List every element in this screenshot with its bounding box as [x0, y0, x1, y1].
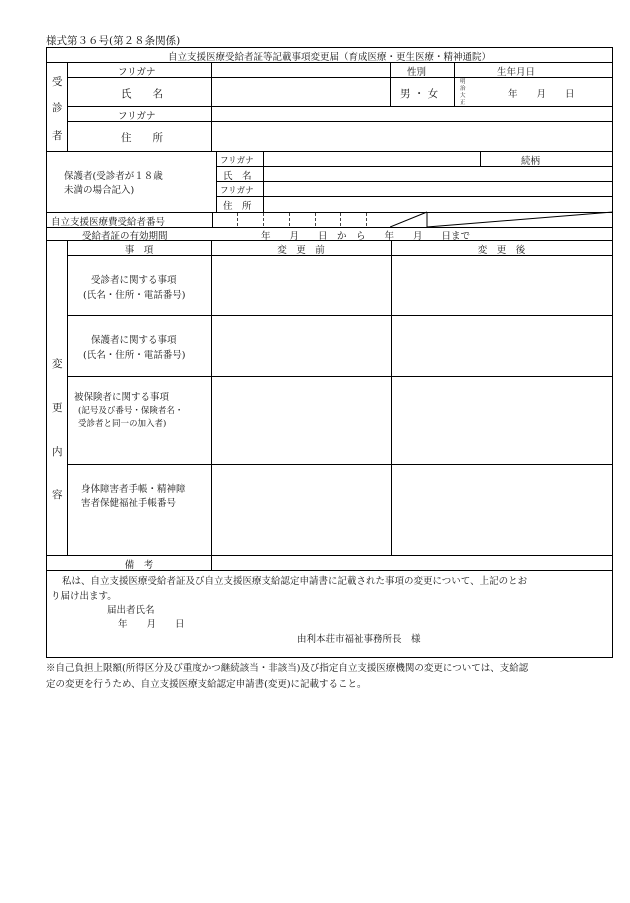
- guardian-furigana-label: フリガナ: [220, 156, 254, 166]
- change-row-2-line-2: (氏名・住所・電話番号): [83, 350, 186, 361]
- change-row-4-line-2: 害者保健福祉手帳番号: [81, 498, 177, 509]
- applicant-name-label: 届出者氏名: [107, 605, 155, 616]
- patient-section-label-2: 診: [52, 102, 63, 114]
- birthdate-format: 年 月 日: [508, 89, 575, 100]
- patient-section-label-1: 受: [52, 76, 63, 88]
- recipient-number-label: 自立支援医療費受給者番号: [51, 217, 166, 228]
- era-label-1: 明: [460, 79, 466, 85]
- validity-value: 年 月 日 か ら 年 月 日まで: [261, 231, 471, 242]
- change-row-3-line-3: 受診者と同一の加入者): [78, 419, 167, 429]
- guardian-label-1: 保護者(受診者が１８歳: [64, 171, 163, 182]
- patient-furigana-label-2: フリガナ: [118, 111, 156, 122]
- footnote-line-1: ※自己負担上限額(所得区分及び重度かつ継続該当・非該当)及び指定自立支援医療機関の変更については、支給認: [46, 663, 529, 674]
- addressee: 由利本荘市福祉事務所長 様: [297, 634, 421, 645]
- change-row-3-line-2: (記号及び番号・保険者名・: [78, 406, 184, 416]
- declaration-line-1: 私は、自立支援医療受給者証及び自立支援医療支給認定申請書に記載された事項の変更について、上記のとお: [62, 576, 528, 587]
- guardian-name-label: 氏 名: [223, 171, 252, 182]
- changes-header-before: 変 更 前: [277, 245, 325, 256]
- guardian-label-2: 未満の場合記入): [64, 185, 135, 196]
- birthdate-label: 生年月日: [497, 67, 536, 78]
- era-label-4: 正: [460, 100, 466, 106]
- guardian-furigana-label-2: フリガナ: [220, 186, 254, 196]
- validity-label: 受給者証の有効期間: [82, 231, 168, 242]
- patient-furigana-label: フリガナ: [118, 67, 156, 78]
- footnote-line-2: 定の変更を行うため、自立支援医療支給認定申請書(変更)に記載すること。: [46, 679, 367, 690]
- remarks-label: 備 考: [124, 560, 154, 571]
- changes-header-after: 変 更 後: [477, 245, 526, 256]
- change-row-1-line-2: (氏名・住所・電話番号): [83, 290, 186, 301]
- guardian-relationship-label: 続柄: [521, 156, 541, 167]
- patient-name-label: 氏 名: [121, 88, 163, 100]
- guardian-address-label: 住 所: [223, 201, 252, 212]
- form-title: 自立支援医療受給者証等記載事項変更届（育成医療・更生医療・精神通院）: [167, 52, 491, 63]
- changes-section-label-1: 変: [52, 358, 63, 370]
- changes-header-item: 事 項: [124, 245, 154, 256]
- changes-section-label-2: 更: [52, 402, 63, 414]
- change-row-3-line-1: 被保険者に関する事項: [74, 392, 170, 403]
- patient-address-label: 住 所: [121, 132, 163, 144]
- gender-label: 性別: [407, 67, 427, 78]
- changes-section-label-4: 容: [52, 489, 63, 501]
- recipient-number-diagonal: [390, 211, 614, 228]
- change-row-4-line-1: 身体障害者手帳・精神障: [81, 484, 186, 495]
- patient-section-label-3: 者: [52, 130, 63, 142]
- change-row-2-line-1: 保護者に関する事項: [91, 335, 177, 346]
- changes-section-label-3: 内: [52, 446, 63, 458]
- change-row-1-line-1: 受診者に関する事項: [91, 275, 177, 286]
- declaration-line-2: り届け出ます。: [51, 591, 117, 602]
- declaration-date: 年 月 日: [118, 619, 185, 630]
- era-label-2: 治: [460, 86, 466, 92]
- form-number: 様式第３６号(第２８条関係): [46, 35, 181, 47]
- era-label-3: 大: [460, 93, 466, 99]
- gender-value: 男 ・ 女: [400, 88, 439, 100]
